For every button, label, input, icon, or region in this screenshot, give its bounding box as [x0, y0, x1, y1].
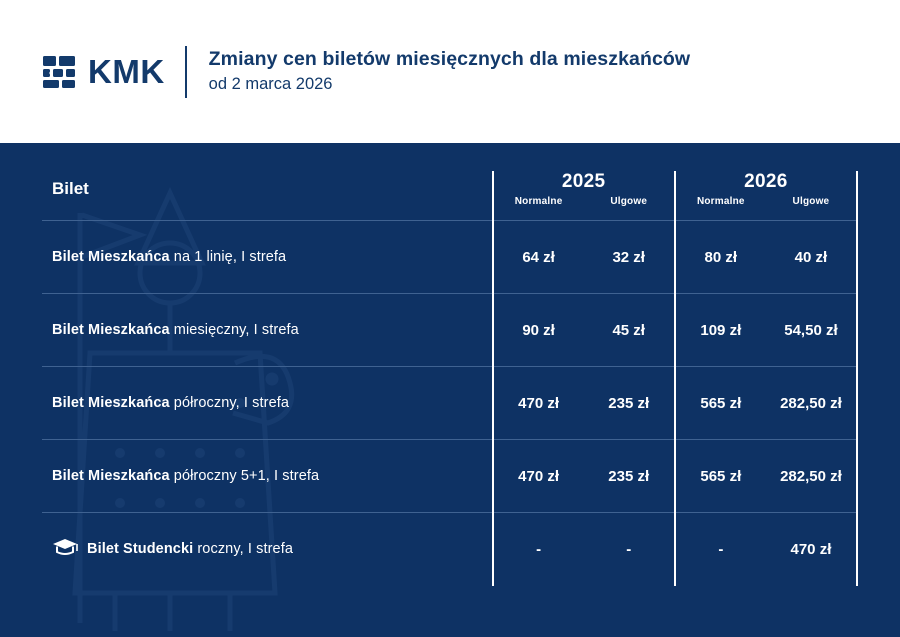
ticket-name-bold: Bilet Mieszkańca: [52, 395, 170, 411]
subheader-2026-ulgowe: Ulgowe: [766, 196, 857, 221]
ticket-name-rest: roczny, I strefa: [193, 541, 293, 558]
ticket-name-bold: Bilet Mieszkańca: [52, 468, 170, 484]
ticket-name-cell: [42, 367, 493, 440]
column-header-bilet: Bilet: [52, 179, 89, 198]
page-title: Zmiany cen biletów miesięcznych dla mieszkańców: [208, 47, 691, 70]
price-2026-ulgowe: 54,50 zł: [766, 294, 857, 367]
ticket-name-rest: miesięczny, I strefa: [169, 322, 299, 338]
title-block: [209, 46, 691, 97]
table-row: [42, 513, 857, 586]
header: [0, 0, 900, 143]
price-2025-ulgowe: -: [584, 513, 675, 586]
ticket-name-cell: [42, 294, 493, 367]
price-2025-ulgowe: 32 zł: [584, 221, 675, 294]
subheader-2026-normalne: Normalne: [696, 196, 745, 207]
table-body: [42, 221, 857, 586]
page-subtitle: od 2 marca 2026: [208, 75, 333, 94]
price-2025-ulgowe: 45 zł: [584, 294, 675, 367]
price-2026-normalne: -: [675, 513, 766, 586]
table-head: [42, 171, 857, 221]
ticket-name-rest: półroczny, I strefa: [169, 395, 290, 411]
header-divider: [185, 46, 187, 98]
logo-block: [42, 55, 165, 89]
price-2025-ulgowe: 235 zł: [584, 367, 675, 440]
table-row: [42, 367, 857, 440]
year-header-row: [42, 171, 857, 196]
price-2026-normalne: 109 zł: [675, 294, 766, 367]
table-row: [42, 294, 857, 367]
table-row: [42, 440, 857, 513]
subheader-2025-normalne: Normalne: [493, 196, 584, 221]
price-2026-normalne: 565 zł: [675, 367, 766, 440]
fare-table: [42, 171, 858, 586]
ticket-name-cell: [42, 221, 493, 294]
ticket-name-bold: Bilet Studencki: [87, 541, 194, 558]
price-2026-ulgowe: 282,50 zł: [766, 440, 857, 513]
table-row: [42, 221, 857, 294]
ticket-name-bold: Bilet Mieszkańca: [52, 322, 170, 338]
graduation-cap-icon: [52, 537, 78, 561]
price-2026-ulgowe: 470 zł: [766, 513, 857, 586]
ticket-name-bold: Bilet Mieszkańca: [52, 249, 170, 265]
price-2026-normalne: 80 zł: [675, 221, 766, 294]
price-2025-normalne: 90 zł: [493, 294, 584, 367]
year-group-2025: 2025: [493, 171, 675, 196]
price-2026-ulgowe: 282,50 zł: [766, 367, 857, 440]
kmk-logo-icon: [42, 55, 76, 89]
subheader-2025-ulgowe: Ulgowe: [584, 196, 675, 221]
ticket-name-rest: na 1 linię, I strefa: [169, 249, 287, 265]
price-2025-ulgowe: 235 zł: [584, 440, 675, 513]
ticket-name-rest: półroczny 5+1, I strefa: [169, 468, 320, 484]
ticket-name-cell: [42, 440, 493, 513]
price-2025-normalne: 470 zł: [493, 367, 584, 440]
year-group-2026: 2026: [675, 171, 857, 196]
ticket-name-cell: [42, 513, 493, 586]
price-2026-ulgowe: 40 zł: [766, 221, 857, 294]
price-2025-normalne: -: [493, 513, 584, 586]
logo-text: KMK: [88, 53, 165, 90]
price-2026-normalne: 565 zł: [675, 440, 766, 513]
price-2025-normalne: 470 zł: [493, 440, 584, 513]
price-2025-normalne: 64 zł: [493, 221, 584, 294]
fare-board: [0, 143, 900, 637]
